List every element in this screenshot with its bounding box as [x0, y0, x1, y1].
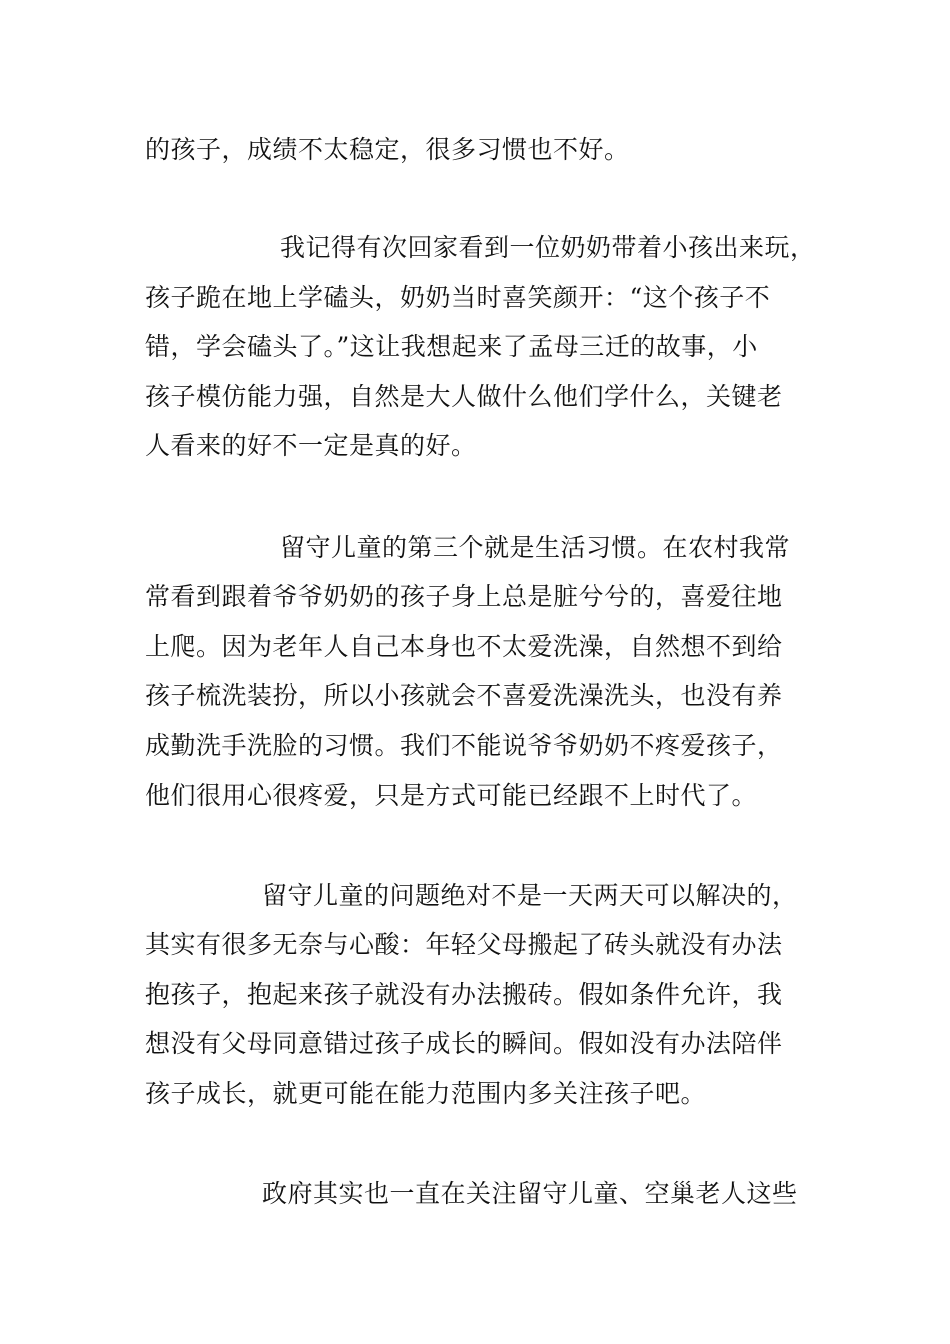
text-line: 想没有父母同意错过孩子成长的瞬间。假如没有办法陪伴 — [145, 1029, 783, 1058]
text-line: 抱孩子，抱起来孩子就没有办法搬砖。假如条件允许，我 — [145, 980, 783, 1009]
text-line: 政府其实也一直在关注留守儿童、空巢老人这些 — [262, 1179, 798, 1208]
text-line: 孩子成长，就更可能在能力范围内多关注孩子吧。 — [145, 1079, 707, 1108]
text-line: 孩子梳洗装扮，所以小孩就会不喜爱洗澡洗头，也没有养 — [145, 681, 783, 710]
text-line: 他们很用心很疼爱，只是方式可能已经跟不上时代了。 — [145, 781, 758, 810]
text-line: 孩子跪在地上学磕头，奶奶当时喜笑颜开：“这个孩子不 — [145, 283, 771, 312]
text-line: 留守儿童的第三个就是生活习惯。在农村我常 — [280, 533, 791, 562]
text-line: 上爬。因为老年人自己本身也不太爱洗澡，自然想不到给 — [145, 632, 783, 661]
text-line: 常看到跟着爷爷奶奶的孩子身上总是脏兮兮的，喜爱往地 — [145, 582, 783, 611]
text-line: 成勤洗手洗脸的习惯。我们不能说爷爷奶奶不疼爱孩子， — [145, 731, 783, 760]
text-line: 人看来的好不一定是真的好。 — [145, 431, 477, 460]
text-line: 错，学会磕头了。”这让我想起来了孟母三迁的故事，小 — [145, 332, 758, 361]
text-line: 孩子模仿能力强，自然是大人做什么他们学什么，关键老 — [145, 382, 783, 411]
text-line: 的孩子，成绩不太稳定，很多习惯也不好。 — [145, 135, 630, 164]
text-line: 其实有很多无奈与心酸：年轻父母搬起了砖头就没有办法 — [145, 930, 783, 959]
text-line: 留守儿童的问题绝对不是一天两天可以解决的， — [262, 881, 798, 910]
text-line: 我记得有次回家看到一位奶奶带着小孩出来玩， — [280, 233, 816, 262]
